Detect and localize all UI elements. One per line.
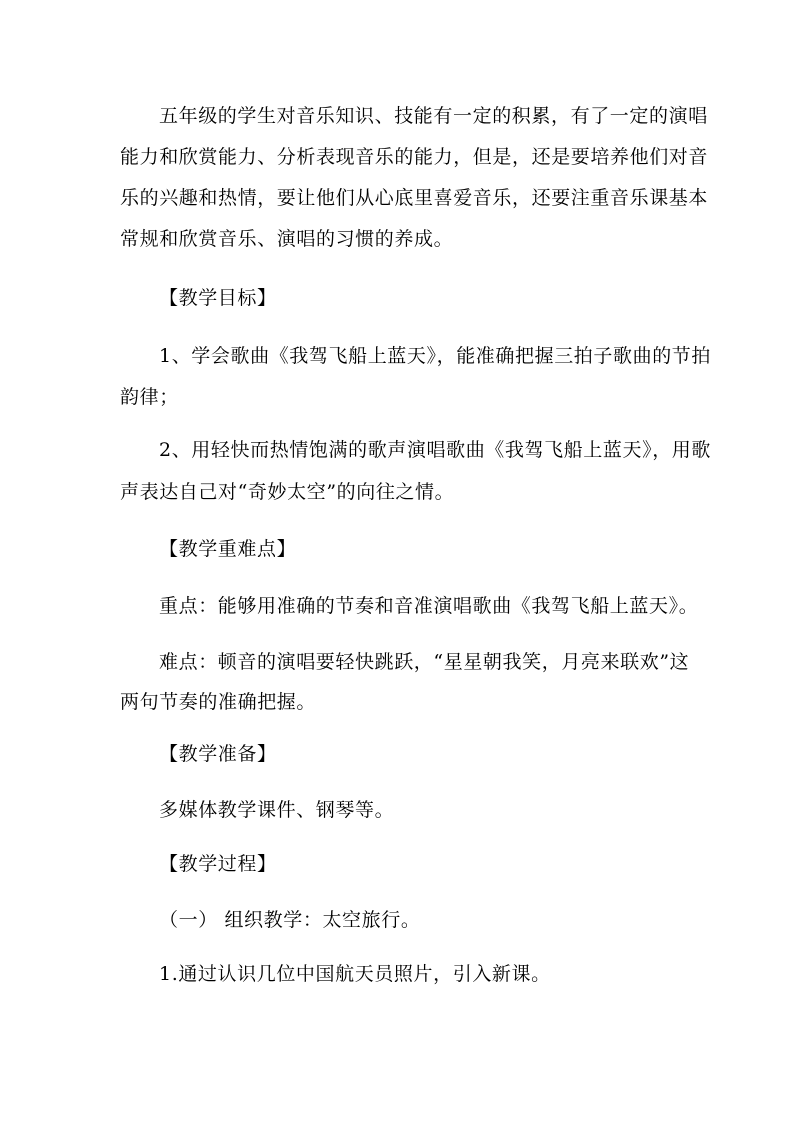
objective-1-line-1: 1、学会歌曲《我驾飞船上蓝天》，能准确把握三拍子歌曲的节拍 [159, 345, 711, 367]
objectives-heading: 【教学目标】 [159, 287, 277, 309]
intro-line-1: 五年级的学生对音乐知识、技能有一定的积累，有了一定的演唱 [159, 105, 708, 127]
intro-line-2: 能力和欣赏能力、分析表现音乐的能力，但是，还是要培养他们对音 [120, 146, 709, 168]
difficulty-line-1: 难点：顿音的演唱要轻快跳跃，“星星朝我笑，月亮来联欢”这 [159, 651, 690, 673]
objective-2-line-2: 声表达自己对“奇妙太空”的向往之情。 [120, 481, 455, 503]
difficulty-line-2: 两句节奏的准确把握。 [120, 691, 317, 713]
key-points-heading: 【教学重难点】 [159, 538, 297, 560]
key-point: 重点：能够用准确的节奏和音准演唱歌曲《我驾飞船上蓝天》。 [159, 595, 699, 617]
intro-line-3: 乐的兴趣和热情，要让他们从心底里喜爱音乐，还要注重音乐课基本 [120, 187, 709, 209]
objective-2-line-1: 2、用轻快而热情饱满的歌声演唱歌曲《我驾飞船上蓝天》，用歌 [159, 439, 711, 461]
process-heading: 【教学过程】 [159, 853, 277, 875]
step-1-item-1: 1.通过认识几位中国航天员照片，引入新课。 [159, 963, 551, 985]
intro-line-4: 常规和欣赏音乐、演唱的习惯的养成。 [120, 228, 454, 250]
objective-1-line-2: 韵律； [120, 386, 179, 408]
step-1-title: （一） 组织教学：太空旅行。 [159, 909, 421, 931]
preparation-heading: 【教学准备】 [159, 743, 277, 765]
preparation-text: 多媒体教学课件、钢琴等。 [159, 799, 395, 821]
